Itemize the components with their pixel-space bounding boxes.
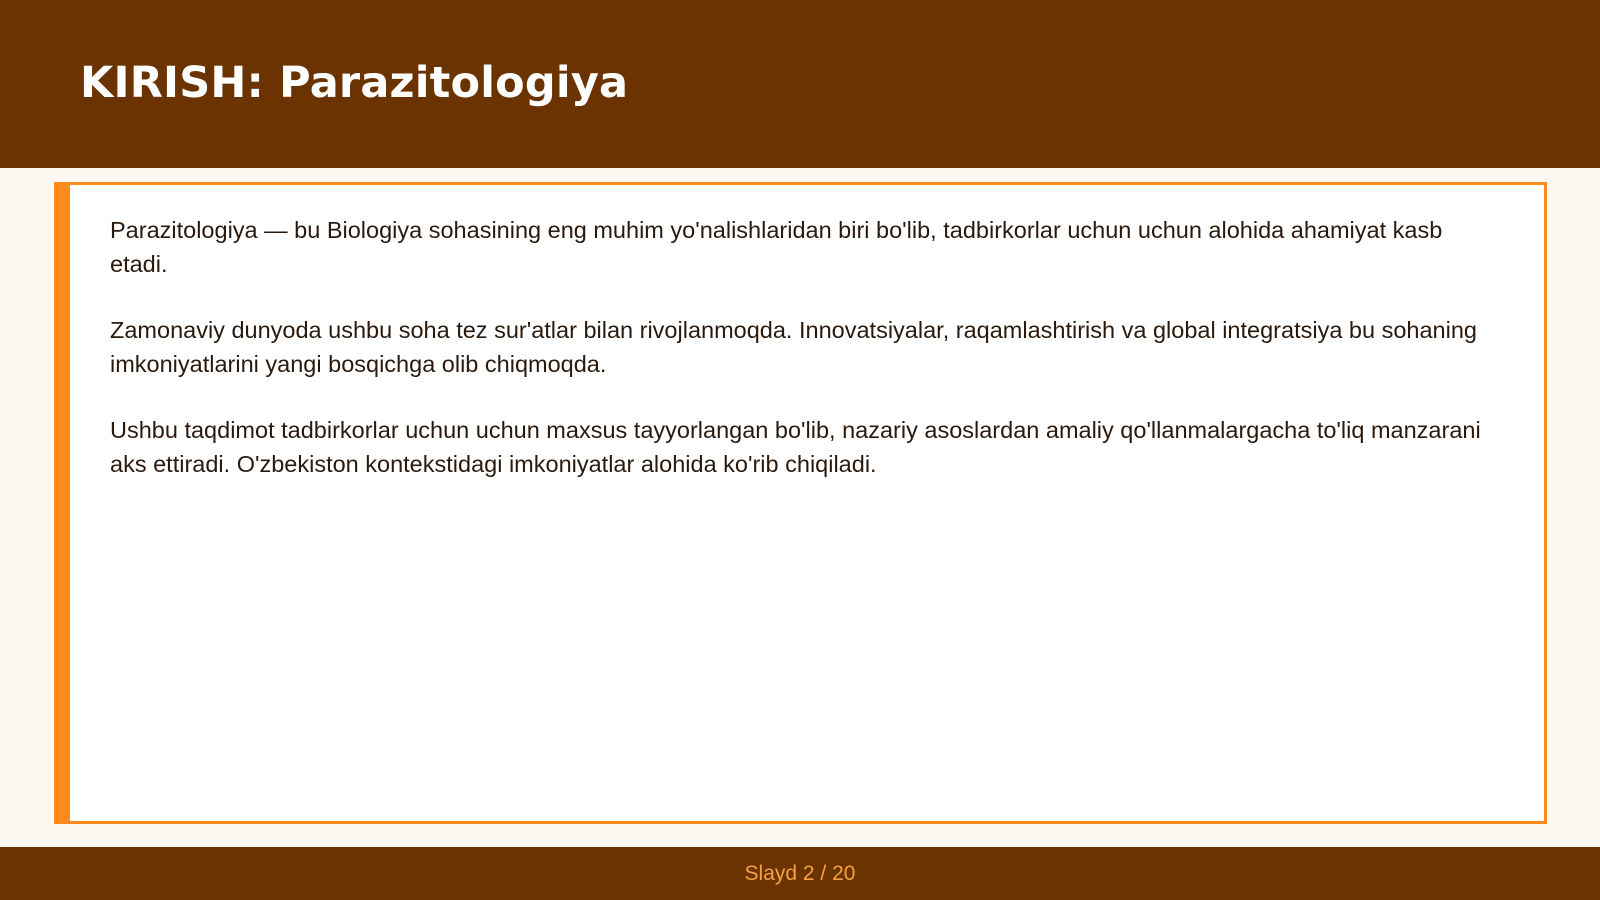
slide-footer <box>0 847 1600 900</box>
content-paragraph-2: Zamonaviy dunyoda ushbu soha tez sur'atlar bilan rivojlanmoqda. Innovatsiyalar, raqamlashtirish va global integratsiya bu sohaning imkoniyatlarini yangi bosqichga olib chiqmoqda. <box>110 317 1477 377</box>
content-paragraph-3: Ushbu taqdimot tadbirkorlar uchun uchun maxsus tayyorlangan bo'lib, nazariy asoslardan amaliy qo'llanmalargacha to'liq manzarani aks ettiradi. O'zbekiston kontekstidagi imkoniyatlar alohida ko'rib chiqiladi. <box>110 417 1481 477</box>
content-text <box>110 213 1500 513</box>
content-paragraph-1: Parazitologiya — bu Biologiya sohasining eng muhim yo'nalishlaridan biri bo'lib, tadbirkorlar uchun uchun alohida ahamiyat kasb etadi. <box>110 217 1443 277</box>
slide-title: KIRISH: Parazitologiya <box>80 58 629 108</box>
content-card <box>54 182 1547 824</box>
slide-counter: Slayd 2 / 20 <box>744 861 856 885</box>
slide-header <box>0 0 1600 168</box>
